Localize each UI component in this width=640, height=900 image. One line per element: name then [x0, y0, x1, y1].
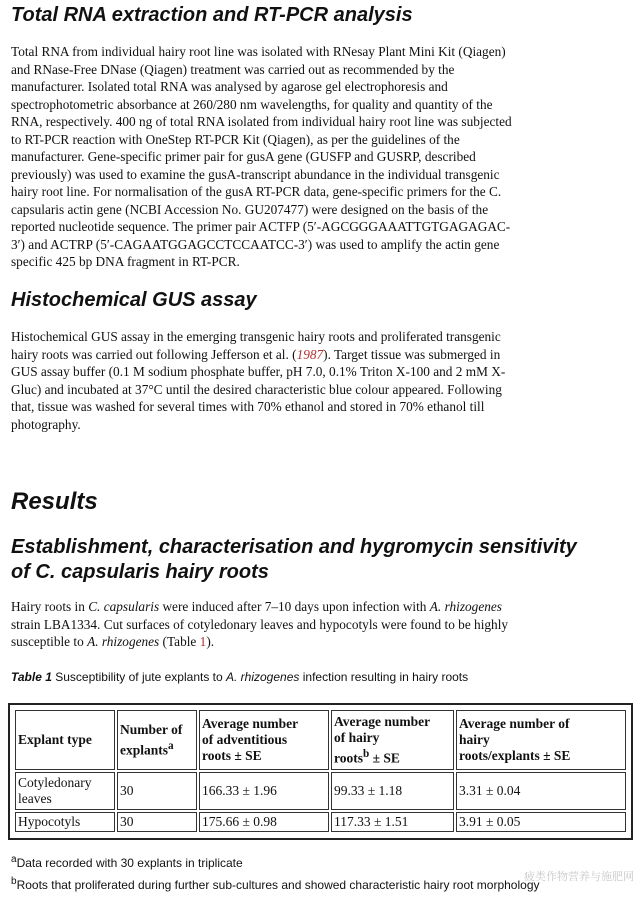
paragraph-line	[11, 598, 635, 616]
header-text: of hairy	[334, 729, 380, 745]
cell-number: 30	[117, 772, 197, 810]
header-text: Number of	[120, 721, 183, 737]
species-name: A. rhizogenes	[429, 599, 502, 614]
footnote-text: Roots that proliferated during further sub-cultures and showed characteristic hairy root morphology	[16, 878, 540, 892]
footnote-mark: b	[11, 876, 17, 887]
paragraph-line: reported nucleotide sequence. The primer pair ACTFP (5′-AGCGGGAAATTGTGAGAGAC-	[11, 219, 511, 234]
table-caption	[11, 670, 635, 684]
paragraph-line: manufacturer. Gene-specific primer pair for gusA gene (GUSFP and GUSRP, described	[11, 149, 476, 164]
paragraph-line: and RNase-Free DNase (Qiagen) treatment was carried out as recommended by the	[11, 61, 455, 77]
header-text: Average number	[334, 713, 431, 729]
species-name: A. rhizogenes	[226, 670, 300, 684]
results-heading: Results	[11, 488, 98, 515]
header-text: ± SE	[369, 750, 400, 766]
section-heading-rna: Total RNA extraction and RT-PCR analysis	[11, 4, 413, 26]
paragraph-line: capsularis actin gene (NCBI Accession No. GU207477) were designed on the basis of the	[11, 201, 489, 217]
text-fragment: ).	[206, 634, 215, 649]
paragraph-line: strain LBA1334. Cut surfaces of cotyledonary leaves and hypocotyls were found to be highly	[11, 616, 509, 632]
species-name: C. capsularis	[88, 599, 160, 614]
header-text: roots/explants ± SE	[459, 748, 571, 763]
caption-text: Susceptibility of jute explants to	[51, 670, 226, 684]
header-text: explants	[120, 742, 169, 758]
subheading-text: of C. capsularis hairy roots	[11, 561, 269, 583]
cell-ratio: 3.31 ± 0.04	[456, 772, 626, 810]
header-number-explants	[117, 710, 197, 770]
results-paragraph	[11, 598, 635, 651]
cell-adventitious: 166.33 ± 1.96	[199, 772, 329, 810]
section-heading-gus: Histochemical GUS assay	[11, 289, 257, 311]
paragraph-line: previously) was used to examine the gusA-transcript abundance in the individual transgenic	[11, 166, 500, 182]
paragraph-line	[11, 633, 635, 651]
footnote-text: Data recorded with 30 explants in triplicate	[16, 856, 243, 870]
paragraph-line: RNA, respectively. 400 ng of total RNA isolated from individual hairy root line was subjected	[11, 114, 512, 129]
footnote-mark: a	[11, 854, 17, 865]
table-frame	[8, 703, 633, 840]
paragraph-line	[11, 346, 635, 364]
cell-hairy: 117.33 ± 1.51	[331, 812, 454, 832]
paragraph-line: Total RNA from individual hairy root line was isolated with RNesay Plant Mini Kit (Qiagen)	[11, 44, 506, 59]
text-fragment: were induced after 7–10 days upon infection with	[159, 599, 430, 614]
paragraph-line: GUS assay buffer (0.1 M sodium phosphate buffer, pH 7.0, 0.1% Triton X-100 and 2 mM X-	[11, 364, 506, 379]
paragraph-line: hairy root line. For normalisation of the gusA RT-PCR data, gene-specific primers for the C.	[11, 184, 502, 199]
cell-number: 30	[117, 812, 197, 832]
text-fragment: ). Target tissue was submerged in	[323, 346, 501, 362]
header-adventitious-roots	[199, 710, 329, 770]
paragraph-line: photography.	[11, 416, 81, 432]
header-text: roots	[334, 750, 363, 766]
watermark: 疲类作物营养与施肥网	[524, 870, 634, 883]
cell-hairy: 99.33 ± 1.18	[331, 772, 454, 810]
paragraph-line: Gluc) and incubated at 37°C until the desired characteristic blue colour appeared. Following	[11, 381, 502, 397]
susceptibility-table	[13, 708, 628, 834]
cell-explant-type: Hypocotyls	[15, 812, 115, 832]
footnote-a	[11, 854, 243, 870]
paragraph-line: 3′) and ACTRP (5′-CAGAATGGAGCCTCCAATCC-3′) was used to amplify the actin gene	[11, 236, 500, 252]
header-roots-per-explant	[456, 710, 626, 770]
text-fragment: susceptible to	[11, 634, 88, 649]
cell-explant-type: Cotyledonary leaves	[15, 772, 115, 810]
footnote-mark: b	[363, 747, 370, 760]
table-link[interactable]: 1	[199, 634, 207, 649]
paragraph-line: to RT-PCR reaction with OneStep RT-PCR Kit (Qiagen), as per the guidelines of the	[11, 131, 460, 147]
header-text: Average number	[202, 716, 299, 731]
footnote-b	[11, 876, 540, 892]
cell-adventitious: 175.66 ± 0.98	[199, 812, 329, 832]
table-row	[15, 812, 626, 832]
caption-text: infection resulting in hairy roots	[299, 670, 469, 684]
paragraph-line: spectrophotometric absorbance at 260/280 nm wavelengths, for quality and quantity of the	[11, 96, 493, 112]
results-subheading: Establishment, characterisation and hygromycin sensitivity	[11, 536, 577, 558]
rna-paragraph	[11, 43, 635, 271]
header-hairy-roots	[331, 710, 454, 770]
paragraph-line: specific 425 bp DNA fragment in RT-PCR.	[11, 254, 240, 269]
text-fragment: hairy roots was carried out following Jefferson et al. (	[11, 346, 297, 362]
header-text: Average number of	[459, 716, 570, 731]
header-text: of adventitious	[202, 732, 288, 747]
table-header-row	[15, 710, 626, 770]
table-label: Table 1	[11, 670, 52, 684]
footnote-mark: a	[168, 739, 174, 752]
species-name: A. rhizogenes	[87, 634, 160, 649]
header-explant-type: Explant type	[15, 710, 115, 770]
paragraph-line: Histochemical GUS assay in the emerging transgenic hairy roots and proliferated transgenic	[11, 329, 501, 344]
gus-paragraph	[11, 328, 635, 433]
header-text: hairy	[459, 732, 490, 747]
paragraph-line: that, tissue was washed for several times with 70% ethanol and stored in 70% ethanol till	[11, 399, 485, 414]
header-text: roots ± SE	[202, 748, 262, 763]
text-fragment: Hairy roots in	[11, 599, 89, 614]
text-fragment: (Table	[159, 634, 200, 649]
paragraph-line: manufacturer. Isolated total RNA was analysed by agarose gel electrophoresis and	[11, 79, 448, 94]
table-row	[15, 772, 626, 810]
results-subheading-2	[11, 561, 269, 584]
cell-ratio: 3.91 ± 0.05	[456, 812, 626, 832]
citation-link[interactable]: 1987	[296, 346, 324, 362]
